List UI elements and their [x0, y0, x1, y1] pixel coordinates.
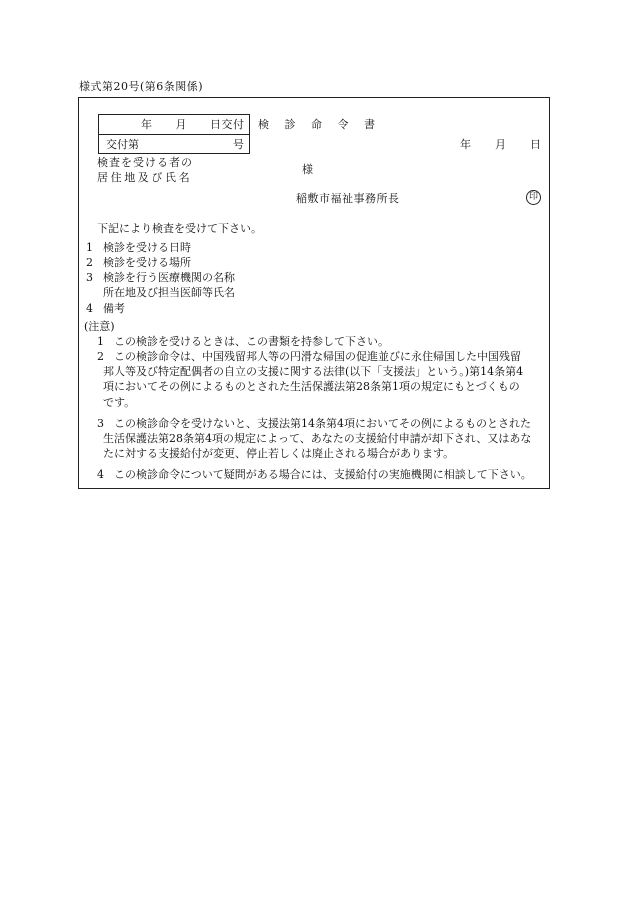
item-number: 2 [86, 256, 93, 269]
issue-box-divider [99, 134, 249, 135]
date-year-label: 年 [460, 138, 471, 151]
issue-number-prefix: 交付第 [106, 138, 139, 151]
date-day-label: 日 [530, 138, 541, 151]
intro-text: 下記により検査を受けて下さい。 [97, 222, 262, 235]
recipient-label-line2: 居住地及び氏名 [97, 171, 193, 184]
document-title: 検 診 命 令 書 [258, 118, 381, 131]
note-number: 3 [97, 417, 104, 430]
issuer-name: 稲敷市福祉事務所長 [296, 192, 400, 205]
issue-date-row: 年 月 日交付 [141, 118, 245, 131]
note-number: 2 [97, 350, 104, 363]
note-line: 邦人等及び特定配偶者の自立の支援に関する法律(以下「支援法」という。)第14条第4 [103, 365, 524, 378]
item-text: 備考 [103, 302, 125, 315]
item-number: 3 [86, 271, 93, 284]
note-line: この検診を受けるときは、この書類を持参して下さい。 [114, 335, 389, 348]
issue-number-suffix: 号 [233, 138, 244, 151]
item-number: 4 [86, 302, 93, 315]
seal-mark: 印 [526, 190, 541, 205]
recipient-label-line1: 検査を受ける者の [97, 156, 193, 169]
notes-heading: (注意) [84, 320, 115, 333]
item-text: 所在地及び担当医師等氏名 [103, 286, 235, 299]
note-line: この検診命令を受けないと、支援法第14条第4項においてその例によるものとされた [114, 417, 531, 430]
item-text: 検診を行う医療機関の名称 [103, 271, 235, 284]
note-line: この検診命令は、中国残留邦人等の円滑な帰国の促進並びに永住帰国した中国残留 [114, 350, 521, 363]
note-line: 項においてその例によるものとされた生活保護法第28条第1項の規定にもとづくもの [103, 380, 520, 393]
note-line: 生活保護法第28条第4項の規定によって、あなたの支援給付申請が却下され、又はあな [103, 432, 532, 445]
note-line: たに対する支援給付が変更、停止若しくは廃止される場合があります。 [103, 447, 455, 460]
note-number: 1 [97, 335, 104, 348]
note-line: です。 [103, 396, 136, 409]
form-number: 様式第20号(第6条関係) [79, 80, 204, 93]
item-text: 検診を受ける場所 [103, 256, 191, 269]
note-number: 4 [97, 468, 104, 481]
note-line: この検診命令について疑問がある場合には、支援給付の実施機関に相談して下さい。 [114, 468, 532, 481]
item-text: 検診を受ける日時 [103, 241, 191, 254]
item-number: 1 [86, 241, 93, 254]
recipient-honorific: 様 [302, 163, 313, 176]
date-month-label: 月 [495, 138, 506, 151]
